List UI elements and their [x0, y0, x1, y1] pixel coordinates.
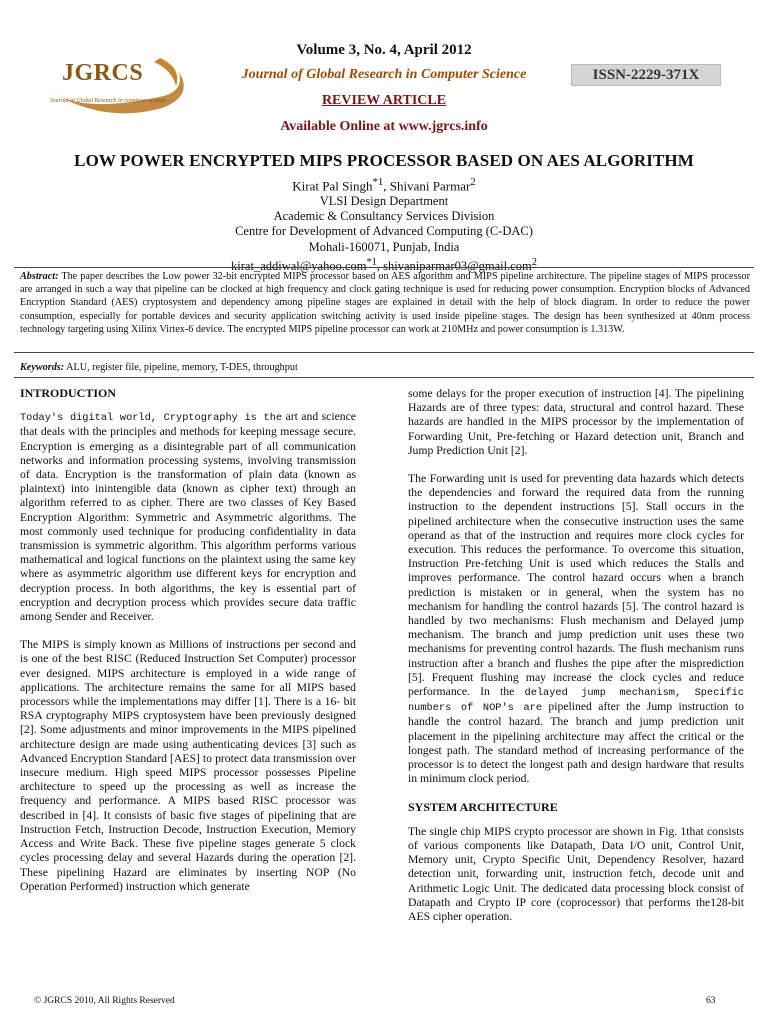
abstract-top-rule: [14, 267, 754, 268]
introduction-heading: INTRODUCTION: [20, 386, 117, 400]
issn-badge: ISSN-2229-371X: [571, 64, 721, 86]
author-separator: ,: [383, 178, 390, 194]
keywords: [20, 362, 750, 373]
email-1-sup: *1: [366, 256, 377, 268]
system-architecture-paragraph: The single chip MIPS crypto processor are shown in Fig. 1that consists of various components like Datapath, Data I/O unit, Control Unit, Memory unit, Crypto Specific Unit, Dependency Resolver, hazard detection unit, forwarding unit, instruction fetch, decode unit and Arithmetic Logic Unit. The dedicated data processing block consist of Datapath and Crypto IP core (coprocessor) that performs the128-bit AES cipher operation.: [408, 824, 744, 923]
paper-title: LOW POWER ENCRYPTED MIPS PROCESSOR BASED ON AES ALGORITHM: [74, 151, 694, 170]
author-line: [0, 175, 768, 194]
copyright: © JGRCS 2010, All Rights Reserved: [34, 996, 175, 1006]
forwarding-paragraph: [408, 472, 744, 786]
logo-text: JGRCS: [62, 60, 144, 86]
journal-name: Journal of Global Research in Computer Science: [241, 67, 527, 82]
affiliation-line: Mohali-160071, Punjab, India: [308, 239, 460, 254]
keywords-label: Keywords:: [20, 362, 65, 373]
forwarding-mono-run: delayed jump mechanism, Specific numbers of NOP's are: [408, 687, 745, 715]
affiliation-line: VLSI Design Department: [319, 193, 449, 208]
abstract-label: Abstract:: [20, 271, 59, 282]
author-1-sup: *1: [372, 176, 384, 188]
logo-tagline: Journal of Global Research in computer science: [50, 98, 167, 104]
right-column: [408, 387, 744, 938]
affiliation-line: Centre for Development of Advanced Computing (C-DAC): [235, 224, 533, 239]
affiliation-line: Academic & Consultancy Services Division: [273, 208, 495, 223]
online-availability: Available Online at www.jgrcs.info: [280, 119, 488, 134]
abstract-bottom-rule: [14, 352, 754, 353]
article-type: REVIEW ARTICLE: [321, 93, 447, 108]
abstract: [20, 270, 750, 336]
page-number: 63: [706, 996, 716, 1006]
journal-logo: [44, 52, 194, 122]
author-2-sup: 2: [470, 176, 476, 188]
email-2: shivaniparmar03@gmail.com: [383, 258, 532, 273]
intro-mono-run: Today's digital world, Cryptography is the: [20, 412, 283, 425]
forwarding-text-a: The Forwarding unit is used for preventing data hazards which detects the dependencies and forward the required data from the running instruction to the dependent instructions [5]. Stall occurs in the pipelined architecture when the consecutive instruction uses the same operand as that of the instruction and requires more clock cycles for execution. This reduces the performance. To overcome this situation, Instruction Pre-fetching Unit is used which reduces the Stalls and improves performance. The control hazard occurs when a branch prediction is mistaken or in general, when the system has no mechanism for handling the control hazards [5]. The control hazard is handled by two mechanisms: Flush mechanism and Delayed jump mechanism. The branch and jump prediction unit uses these two mechanisms for preventing control hazards. The flush mechanism runs instruction after a branch and flushes the pipe after the misprediction [5]. Frequent flushing may increase the clock cycles and reduce performance. In the: [408, 472, 744, 699]
volume-info: Volume 3, No. 4, April 2012: [296, 42, 472, 58]
email-2-sup: 2: [531, 256, 537, 268]
left-column: [20, 386, 356, 908]
forwarding-text-b: pipelined after the Jump instruction to handle the control hazard. The branch and jump prediction unit placement in the pipelining architecture may affect the critical or the longest path. The standard method of increasing performance of the processor is to detect the longest path and design hardware that results in minimum clock period.: [408, 700, 744, 786]
system-architecture-heading: SYSTEM ARCHITECTURE: [408, 800, 558, 815]
intro-paragraph-1: [20, 410, 356, 624]
email-separator: ,: [376, 258, 384, 273]
author-1: Kirat Pal Singh: [292, 178, 373, 194]
author-2: Shivani Parmar: [389, 178, 471, 194]
abstract-text: The paper describes the Low power 32-bit encrypted MIPS processor based on AES algorithm and MIPS pipeline architecture. The pipeline stages of MIPS processor are arranged in such a way that pipeline can be clocked at high frequency and clock gating technique is used for reducing power consumption. Encryption blocks of Advanced Encryption Standard (AES) cryptosystem and dependency among pipeline stages are explained in detail with the help of block diagram. In order to reduce the power consumption, especially for portable devices and security application switching activity is used inside pipeline stages. The design has been synthesized at 40nm process technology targeting using Xilinx Virtex-6 device. The encrypted MIPS pipeline processor can work at 210MHz and power consumption is 1.313W.: [20, 271, 750, 335]
keywords-rule: [14, 377, 754, 378]
intro-text-run: art and science that deals with the principles and methods for keeping message secure. Encryption is emerging as a disintegrable part of all communication networks and information processing systems, involving transmission of data. Encryption is the transformation of plain data (known as plaintext) into inintengible data (known as cipher text) through an algorithm referred to as cipher. There are two classes of Key Based Encryption Algorithm: Symmetric and Asymmetric algorithms. The most commonly used technique for producing confidentiality in data transmission is symmetric algorithm. This algorithm performs various mathematical and logical functions on the plaintext using the same key where as asymmetric algorithm use different keys for encryption and decryption process. In both algorithms, the key is essential part of encryption and decryption process which provides secure data traffic among Sender and Receiver.: [20, 410, 356, 624]
author-block: [0, 175, 768, 274]
intro-paragraph-2: The MIPS is simply known as Millions of instructions per second and is one of the best RISC (Reduced Instruction Set Computer) processor ever designed. MIPS architecture is employed in a wide range of applications. The architecture remains the same for all MIPS based processors while the implementations may differ [1]. There is a 16- bit RSA cryptography MIPS cryptosystem have been previously designed [2]. Some adjustments and minor improvements in the MIPS pipelined architecture design are made using authenticating devices [3] such as Advanced Encryption Standard [AES] to protect data transmission over insecure medium. High speed MIPS processor possesses Pipeline architecture to speed up the processing as well as increase the frequency and performance. A MIPS based RISC processor was described in [4]. It consists of basic five stages of pipelining that are Instruction Fetch, Instruction Decode, Instruction Execution, Memory Access and Write Back. These five pipeline stages generate 5 clock cycles processing delay and several Hazards during the operation [2]. These pipelining Hazard are eliminates by inserting NOP (No Operation Performed) instruction which generate: [20, 638, 356, 893]
email-1: kirat_addiwal@yahoo.com: [231, 258, 367, 273]
keywords-text: ALU, register file, pipeline, memory, T-DES, throughput: [64, 362, 298, 373]
hazard-paragraph: some delays for the proper execution of instruction [4]. The pipelining Hazards are of three types: data, structural and control hazard. These hazards are handled in the MIPS processor by the implementation of Forwarding Unit, Pre-fetching or Hazard detection unit, Branch and Jump Prediction Unit [2].: [408, 387, 744, 457]
